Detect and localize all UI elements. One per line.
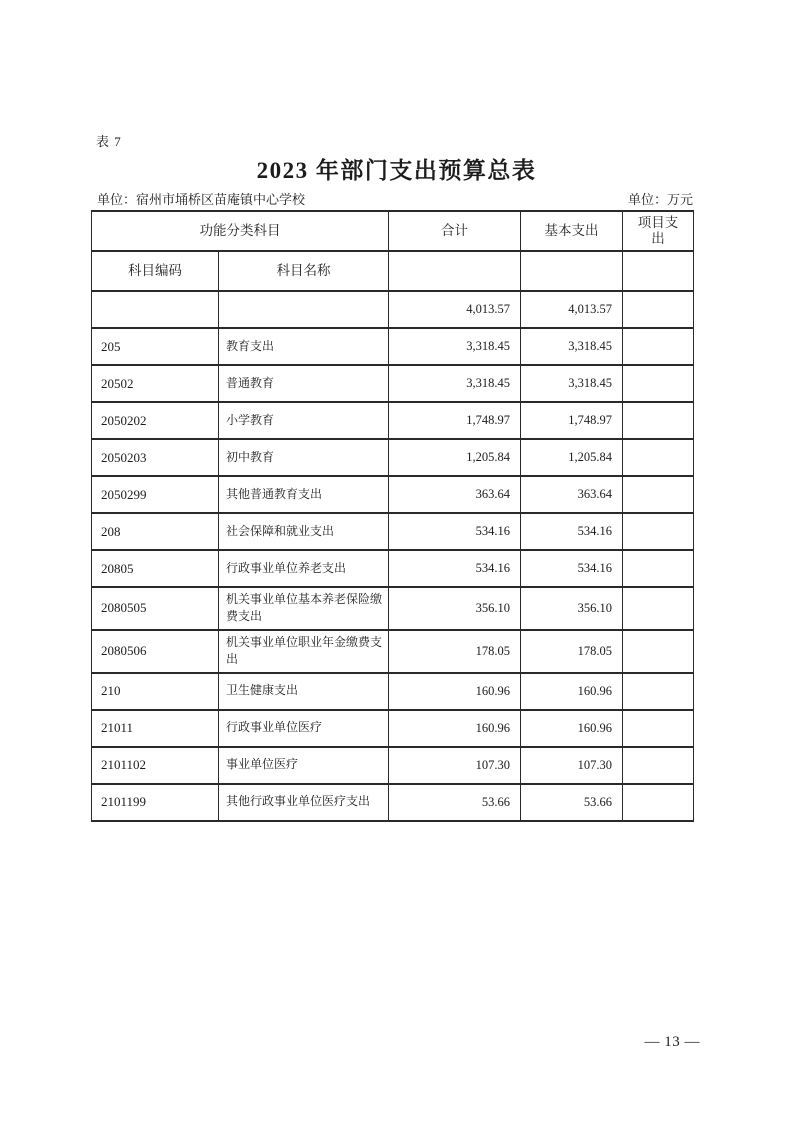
cell-subject-name: 普通教育 xyxy=(219,365,389,402)
header-empty-cell xyxy=(521,251,623,291)
table-row xyxy=(92,747,694,784)
table-row xyxy=(92,550,694,587)
cell-subject-code: 205 xyxy=(92,328,219,365)
page-number: — 13 — xyxy=(644,1034,700,1050)
cell-basic-expenditure: 4,013.57 xyxy=(521,291,623,328)
header-empty-cell xyxy=(389,251,521,291)
cell-subject-name xyxy=(219,291,389,328)
table-row xyxy=(92,673,694,710)
cell-subject-code: 2050202 xyxy=(92,402,219,439)
cell-subject-code: 2101102 xyxy=(92,747,219,784)
table-row xyxy=(92,513,694,550)
cell-subject-code: 21011 xyxy=(92,710,219,747)
cell-project-expenditure xyxy=(623,476,694,513)
cell-subject-name: 行政事业单位养老支出 xyxy=(219,550,389,587)
cell-subject-code: 2101199 xyxy=(92,784,219,821)
cell-basic-expenditure: 1,748.97 xyxy=(521,402,623,439)
cell-project-expenditure xyxy=(623,630,694,673)
cell-basic-expenditure: 53.66 xyxy=(521,784,623,821)
header-project-expenditure xyxy=(623,211,694,251)
cell-project-expenditure xyxy=(623,439,694,476)
table-row xyxy=(92,630,694,673)
budget-table xyxy=(91,210,694,822)
table-row xyxy=(92,402,694,439)
header-basic-expenditure: 基本支出 xyxy=(521,211,623,251)
cell-total: 160.96 xyxy=(389,673,521,710)
cell-subject-code: 20805 xyxy=(92,550,219,587)
cell-total: 160.96 xyxy=(389,710,521,747)
cell-subject-code: 2080506 xyxy=(92,630,219,673)
cell-subject-name: 机关事业单位职业年金缴费支出 xyxy=(219,630,389,673)
cell-total: 3,318.45 xyxy=(389,365,521,402)
cell-project-expenditure xyxy=(623,784,694,821)
header-function-category: 功能分类科目 xyxy=(92,211,389,251)
cell-subject-name: 小学教育 xyxy=(219,402,389,439)
cell-project-expenditure xyxy=(623,710,694,747)
cell-project-expenditure xyxy=(623,365,694,402)
cell-subject-code: 208 xyxy=(92,513,219,550)
cell-project-expenditure xyxy=(623,513,694,550)
table-row xyxy=(92,710,694,747)
cell-basic-expenditure: 3,318.45 xyxy=(521,328,623,365)
org-unit-label: 单位：宿州市埇桥区苗庵镇中心学校 xyxy=(97,192,306,207)
cell-subject-code: 2050299 xyxy=(92,476,219,513)
cell-project-expenditure xyxy=(623,328,694,365)
header-project-expenditure-label: 项目支出 xyxy=(637,214,679,246)
cell-project-expenditure xyxy=(623,587,694,630)
cell-basic-expenditure: 534.16 xyxy=(521,550,623,587)
currency-unit-label: 单位：万元 xyxy=(627,192,693,207)
table-row xyxy=(92,365,694,402)
cell-subject-name: 教育支出 xyxy=(219,328,389,365)
cell-subject-code: 2080505 xyxy=(92,587,219,630)
cell-basic-expenditure: 356.10 xyxy=(521,587,623,630)
cell-total: 1,205.84 xyxy=(389,439,521,476)
cell-subject-name: 事业单位医疗 xyxy=(219,747,389,784)
cell-subject-code: 2050203 xyxy=(92,439,219,476)
table-row xyxy=(92,439,694,476)
header-row-2 xyxy=(92,251,694,291)
cell-basic-expenditure: 363.64 xyxy=(521,476,623,513)
document-title: 2023 年部门支出预算总表 xyxy=(256,158,537,183)
cell-project-expenditure xyxy=(623,291,694,328)
table-body xyxy=(92,291,694,821)
cell-basic-expenditure: 1,205.84 xyxy=(521,439,623,476)
cell-total: 178.05 xyxy=(389,630,521,673)
table-row xyxy=(92,291,694,328)
cell-subject-code: 20502 xyxy=(92,365,219,402)
cell-subject-name: 其他行政事业单位医疗支出 xyxy=(219,784,389,821)
cell-total: 53.66 xyxy=(389,784,521,821)
cell-total: 534.16 xyxy=(389,513,521,550)
cell-project-expenditure xyxy=(623,747,694,784)
cell-basic-expenditure: 160.96 xyxy=(521,710,623,747)
table-row xyxy=(92,328,694,365)
cell-subject-name: 其他普通教育支出 xyxy=(219,476,389,513)
table-row xyxy=(92,587,694,630)
cell-project-expenditure xyxy=(623,673,694,710)
cell-subject-name: 卫生健康支出 xyxy=(219,673,389,710)
table-header xyxy=(92,211,694,291)
cell-basic-expenditure: 160.96 xyxy=(521,673,623,710)
cell-total: 534.16 xyxy=(389,550,521,587)
cell-total: 356.10 xyxy=(389,587,521,630)
table-row xyxy=(92,784,694,821)
header-empty-cell xyxy=(623,251,694,291)
header-subject-name: 科目名称 xyxy=(219,251,389,291)
meta-row xyxy=(91,189,693,208)
cell-project-expenditure xyxy=(623,550,694,587)
cell-project-expenditure xyxy=(623,402,694,439)
cell-subject-name: 行政事业单位医疗 xyxy=(219,710,389,747)
table-number-label: 表 7 xyxy=(96,134,122,149)
cell-subject-name: 机关事业单位基本养老保险缴费支出 xyxy=(219,587,389,630)
cell-basic-expenditure: 3,318.45 xyxy=(521,365,623,402)
header-total: 合计 xyxy=(389,211,521,251)
header-row-1 xyxy=(92,211,694,251)
cell-total: 363.64 xyxy=(389,476,521,513)
cell-basic-expenditure: 178.05 xyxy=(521,630,623,673)
cell-subject-code: 210 xyxy=(92,673,219,710)
cell-subject-name: 社会保障和就业支出 xyxy=(219,513,389,550)
cell-total: 3,318.45 xyxy=(389,328,521,365)
cell-basic-expenditure: 107.30 xyxy=(521,747,623,784)
cell-basic-expenditure: 534.16 xyxy=(521,513,623,550)
cell-subject-code xyxy=(92,291,219,328)
cell-total: 1,748.97 xyxy=(389,402,521,439)
cell-total: 107.30 xyxy=(389,747,521,784)
cell-subject-name: 初中教育 xyxy=(219,439,389,476)
cell-total: 4,013.57 xyxy=(389,291,521,328)
header-subject-code: 科目编码 xyxy=(92,251,219,291)
table-row xyxy=(92,476,694,513)
